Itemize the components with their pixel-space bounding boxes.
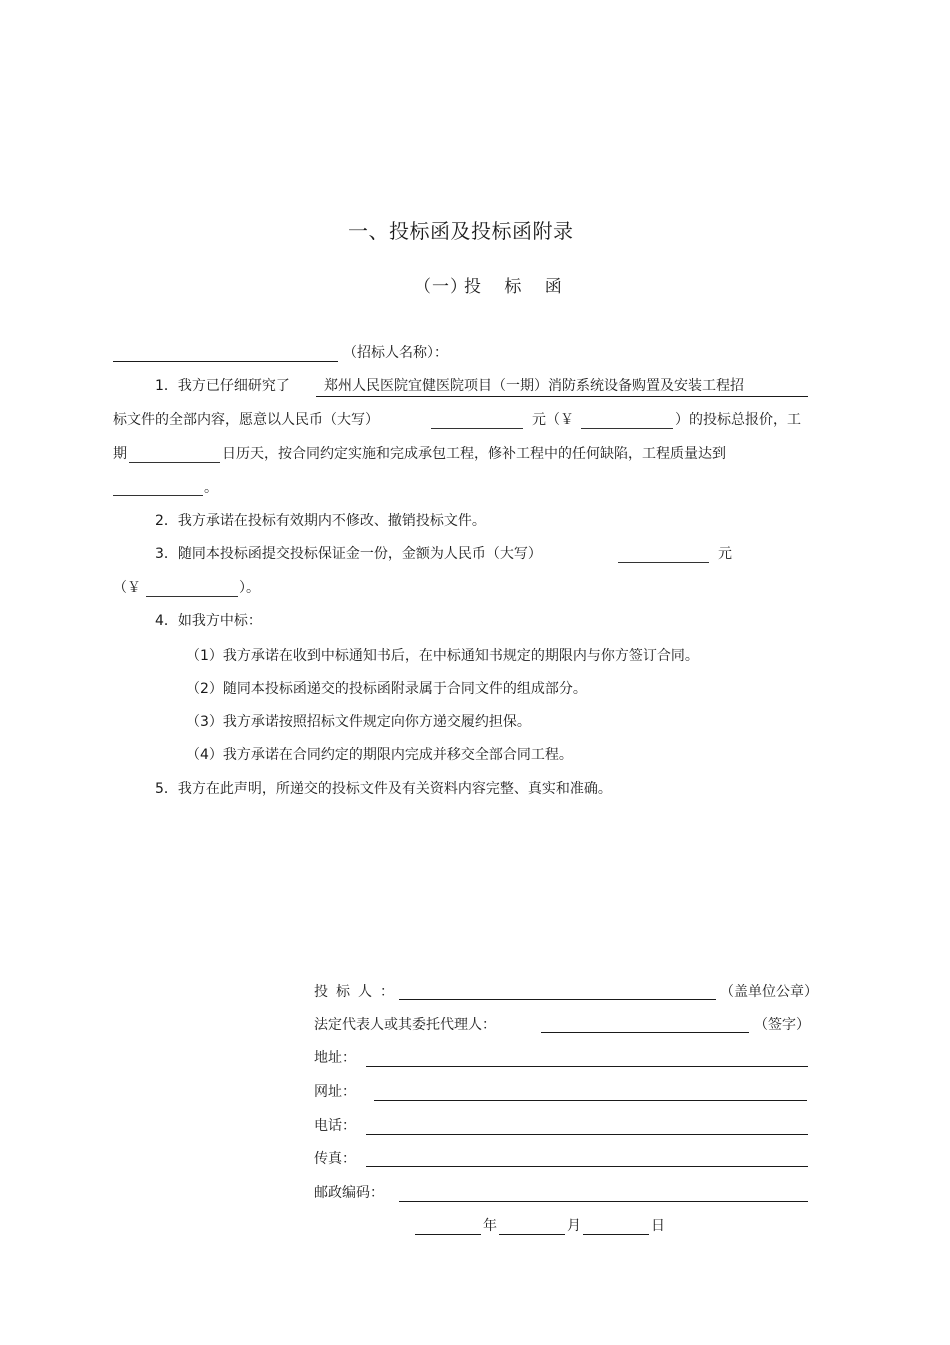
phone-label: 电话： bbox=[314, 1118, 356, 1134]
phone-blank[interactable] bbox=[366, 1134, 808, 1135]
item-4-lead: 4．如我方中标： bbox=[155, 613, 262, 629]
date-day-label: 日 bbox=[651, 1218, 665, 1234]
item-2: 2．我方承诺在投标有效期内不修改、撤销投标文件。 bbox=[155, 513, 486, 529]
item-1-line2-a: 标文件的全部内容，愿意以人民币（大写） bbox=[113, 412, 379, 428]
date-year-blank[interactable] bbox=[415, 1234, 481, 1235]
item-4-sub-3: （3）我方承诺按照招标文件规定向你方递交履约担保。 bbox=[186, 714, 531, 730]
address-blank[interactable] bbox=[366, 1066, 808, 1067]
section-subtitle: 投 标 函 bbox=[464, 277, 571, 297]
project-name-underline bbox=[316, 396, 808, 397]
date-year-label: 年 bbox=[483, 1218, 497, 1234]
item-1-line4-end: 。 bbox=[204, 480, 218, 496]
item-4-sub-2: （2）随同本投标函递交的投标函附录属于合同文件的组成部分。 bbox=[186, 681, 587, 697]
date-day-blank[interactable] bbox=[583, 1234, 649, 1235]
item-3-b: 元 bbox=[718, 546, 732, 562]
fax-label: 传真： bbox=[314, 1151, 356, 1167]
total-price-figures-blank[interactable] bbox=[581, 428, 673, 429]
item-4-sub-4: （4）我方承诺在合同约定的期限内完成并移交全部合同工程。 bbox=[186, 747, 573, 763]
postcode-label: 邮政编码： bbox=[314, 1185, 384, 1201]
date-month-blank[interactable] bbox=[499, 1234, 565, 1235]
item-3-c1: （￥ bbox=[113, 580, 141, 596]
item-4-sub-1: （1）我方承诺在收到中标通知书后，在中标通知书规定的期限内与你方签订合同。 bbox=[186, 648, 699, 664]
item-1-lead: 1．我方已仔细研究了 bbox=[155, 378, 290, 394]
item-3-c2: ）。 bbox=[239, 580, 260, 596]
bidder-blank[interactable] bbox=[399, 999, 716, 1000]
bidder-seal-note: （盖单位公章） bbox=[720, 984, 818, 1000]
item-1-line3-b: 日历天，按合同约定实施和完成承包工程，修补工程中的任何缺陷，工程质量达到 bbox=[222, 446, 726, 462]
page-title: 一、投标函及投标函附录 bbox=[348, 219, 574, 243]
postcode-blank[interactable] bbox=[399, 1201, 808, 1202]
addressee-label: （招标人名称）： bbox=[343, 345, 448, 361]
legal-rep-blank[interactable] bbox=[541, 1032, 749, 1033]
item-3-a: 3．随同本投标函提交投标保证金一份，金额为人民币（大写） bbox=[155, 546, 542, 562]
legal-rep-sign-note: （签字） bbox=[754, 1017, 810, 1033]
duration-days-blank[interactable] bbox=[129, 462, 220, 463]
bid-bond-figures-blank[interactable] bbox=[146, 596, 238, 597]
bidder-label: 投标人： bbox=[314, 984, 402, 1000]
website-blank[interactable] bbox=[374, 1100, 807, 1101]
item-1-line3-a: 期 bbox=[113, 446, 127, 462]
bid-bond-words-blank[interactable] bbox=[618, 562, 709, 563]
website-label: 网址： bbox=[314, 1084, 356, 1100]
item-1-line2-b: 元（￥ bbox=[532, 412, 574, 428]
item-1-project-name: 郑州人民医院宜健医院项目（一期）消防系统设备购置及安装工程招 bbox=[324, 378, 744, 394]
item-1-line2-c: ）的投标总报价，工 bbox=[675, 412, 801, 428]
total-price-words-blank[interactable] bbox=[431, 428, 523, 429]
address-label: 地址： bbox=[314, 1050, 356, 1066]
section-subtitle-prefix: （一） bbox=[414, 277, 468, 297]
quality-level-blank[interactable] bbox=[113, 495, 203, 496]
fax-blank[interactable] bbox=[366, 1166, 808, 1167]
date-month-label: 月 bbox=[567, 1218, 581, 1234]
item-5: 5．我方在此声明，所递交的投标文件及有关资料内容完整、真实和准确。 bbox=[155, 781, 612, 797]
legal-rep-label: 法定代表人或其委托代理人： bbox=[314, 1017, 496, 1033]
addressee-blank[interactable] bbox=[113, 361, 338, 362]
